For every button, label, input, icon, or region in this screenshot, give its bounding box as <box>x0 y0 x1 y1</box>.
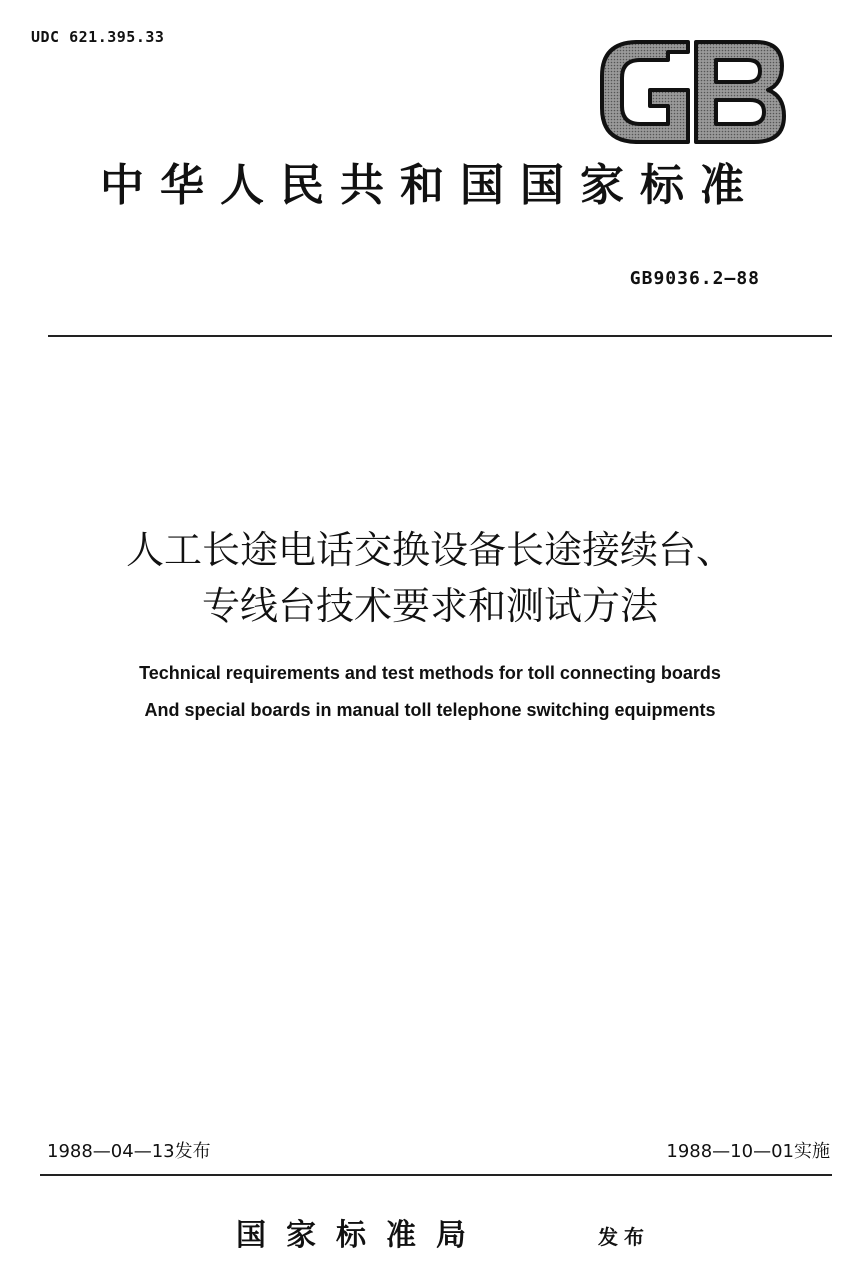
gb-logo <box>598 40 786 144</box>
title-english-line-2: And special boards in manual toll telephone switching equipments <box>144 700 716 720</box>
udc-code: UDC 621.395.33 <box>31 28 165 46</box>
title-chinese-line-2: 专线台技术要求和测试方法 <box>201 584 658 628</box>
standard-number: GB9036.2—88 <box>629 268 760 289</box>
top-divider <box>48 335 832 337</box>
title-chinese-line-1: 人工长途电话交换设备长途接续台、 <box>125 528 734 572</box>
issuing-authority-heading: 中华人民共和国国家标准 <box>100 160 760 211</box>
issuer-action: 发布 <box>598 1225 650 1249</box>
effective-date: 1988—10—01实施 <box>666 1141 830 1162</box>
issue-date: 1988—04—13发布 <box>47 1141 211 1162</box>
issuer-name: 国家标准局 <box>236 1218 486 1253</box>
bottom-divider <box>40 1174 832 1176</box>
title-english-line-1: Technical requirements and test methods for toll connecting boards <box>139 663 721 683</box>
